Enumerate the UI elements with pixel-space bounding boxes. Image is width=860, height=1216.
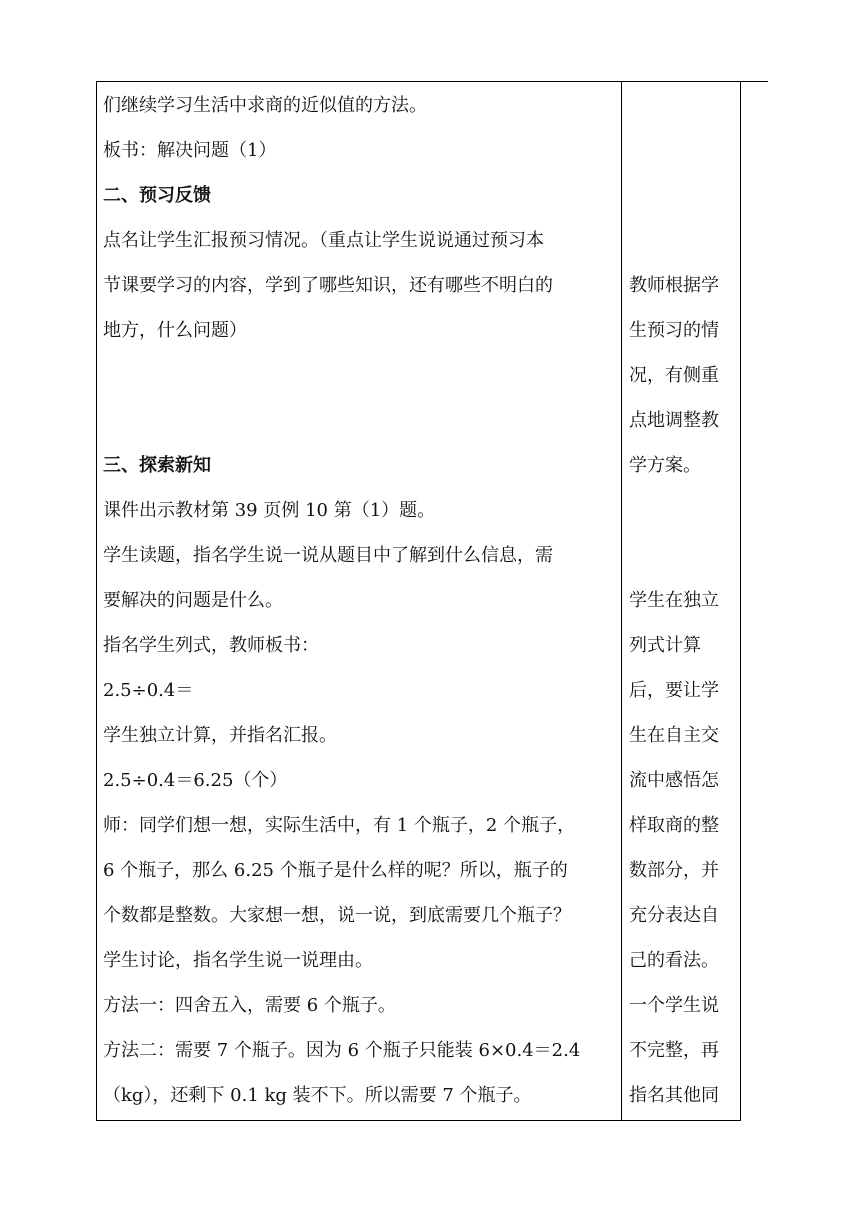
note-line: 生预习的情 — [629, 320, 719, 341]
note-line: 数部分，并 — [629, 860, 719, 881]
note-line: 不完整，再 — [629, 1040, 719, 1061]
lesson-plan-table — [96, 81, 741, 1121]
text-line: 方法二：需要 7 个瓶子。因为 6 个瓶子只能装 6×0.4＝2.4 — [103, 1040, 581, 1061]
text-line: 节课要学习的内容，学到了哪些知识，还有哪些不明白的 — [103, 275, 553, 296]
note-line: 充分表达自 — [629, 905, 719, 926]
note-line: 流中感悟怎 — [629, 770, 719, 791]
note-line: 后，要让学 — [629, 680, 719, 701]
text-line: 指名学生列式，教师板书： — [103, 635, 319, 656]
text-line: 师：同学们想一想，实际生活中，有 1 个瓶子，2 个瓶子， — [103, 815, 576, 836]
text-line: 点名让学生汇报预习情况。（重点让学生说说通过预习本 — [103, 230, 544, 251]
note-line: 教师根据学 — [629, 275, 719, 296]
note-line: 样取商的整 — [629, 815, 719, 836]
section-heading-explore: 三、探索新知 — [103, 455, 211, 476]
column-divider — [621, 81, 622, 1120]
equation: 2.5÷0.4＝ — [103, 680, 194, 701]
note-line: 学生在独立 — [629, 590, 719, 611]
text-line: 要解决的问题是什么。 — [103, 590, 283, 611]
note-line: 生在自主交 — [629, 725, 719, 746]
note-line: 学方案。 — [629, 455, 701, 476]
text-line: 学生独立计算，并指名汇报。 — [103, 725, 337, 746]
text-line: 方法一：四舍五入，需要 6 个瓶子。 — [103, 995, 396, 1016]
section-heading-preview-feedback: 二、预习反馈 — [103, 185, 211, 206]
note-line: 指名其他同 — [629, 1085, 719, 1106]
note-line: 点地调整教 — [629, 410, 719, 431]
note-line: 列式计算 — [629, 635, 701, 656]
note-line: 况，有侧重 — [629, 365, 719, 386]
text-line: 地方，什么问题） — [103, 320, 247, 341]
note-line: 己的看法。 — [629, 950, 719, 971]
note-line: 一个学生说 — [629, 995, 719, 1016]
text-line: （kg），还剩下 0.1 kg 装不下。所以需要 7 个瓶子。 — [103, 1085, 532, 1106]
text-line: 们继续学习生活中求商的近似值的方法。 — [103, 95, 427, 116]
text-line: 学生讨论，指名学生说一说理由。 — [103, 950, 373, 971]
equation: 2.5÷0.4＝6.25（个） — [103, 770, 288, 791]
text-line: 课件出示教材第 39 页例 10 第（1）题。 — [103, 500, 436, 521]
text-line: 学生读题，指名学生说一说从题目中了解到什么信息，需 — [103, 545, 553, 566]
text-line: 个数都是整数。大家想一想，说一说，到底需要几个瓶子？ — [103, 905, 571, 926]
text-line: 6 个瓶子，那么 6.25 个瓶子是什么样的呢？所以，瓶子的 — [103, 860, 568, 881]
board-note: 板书：解决问题（1） — [103, 140, 277, 161]
